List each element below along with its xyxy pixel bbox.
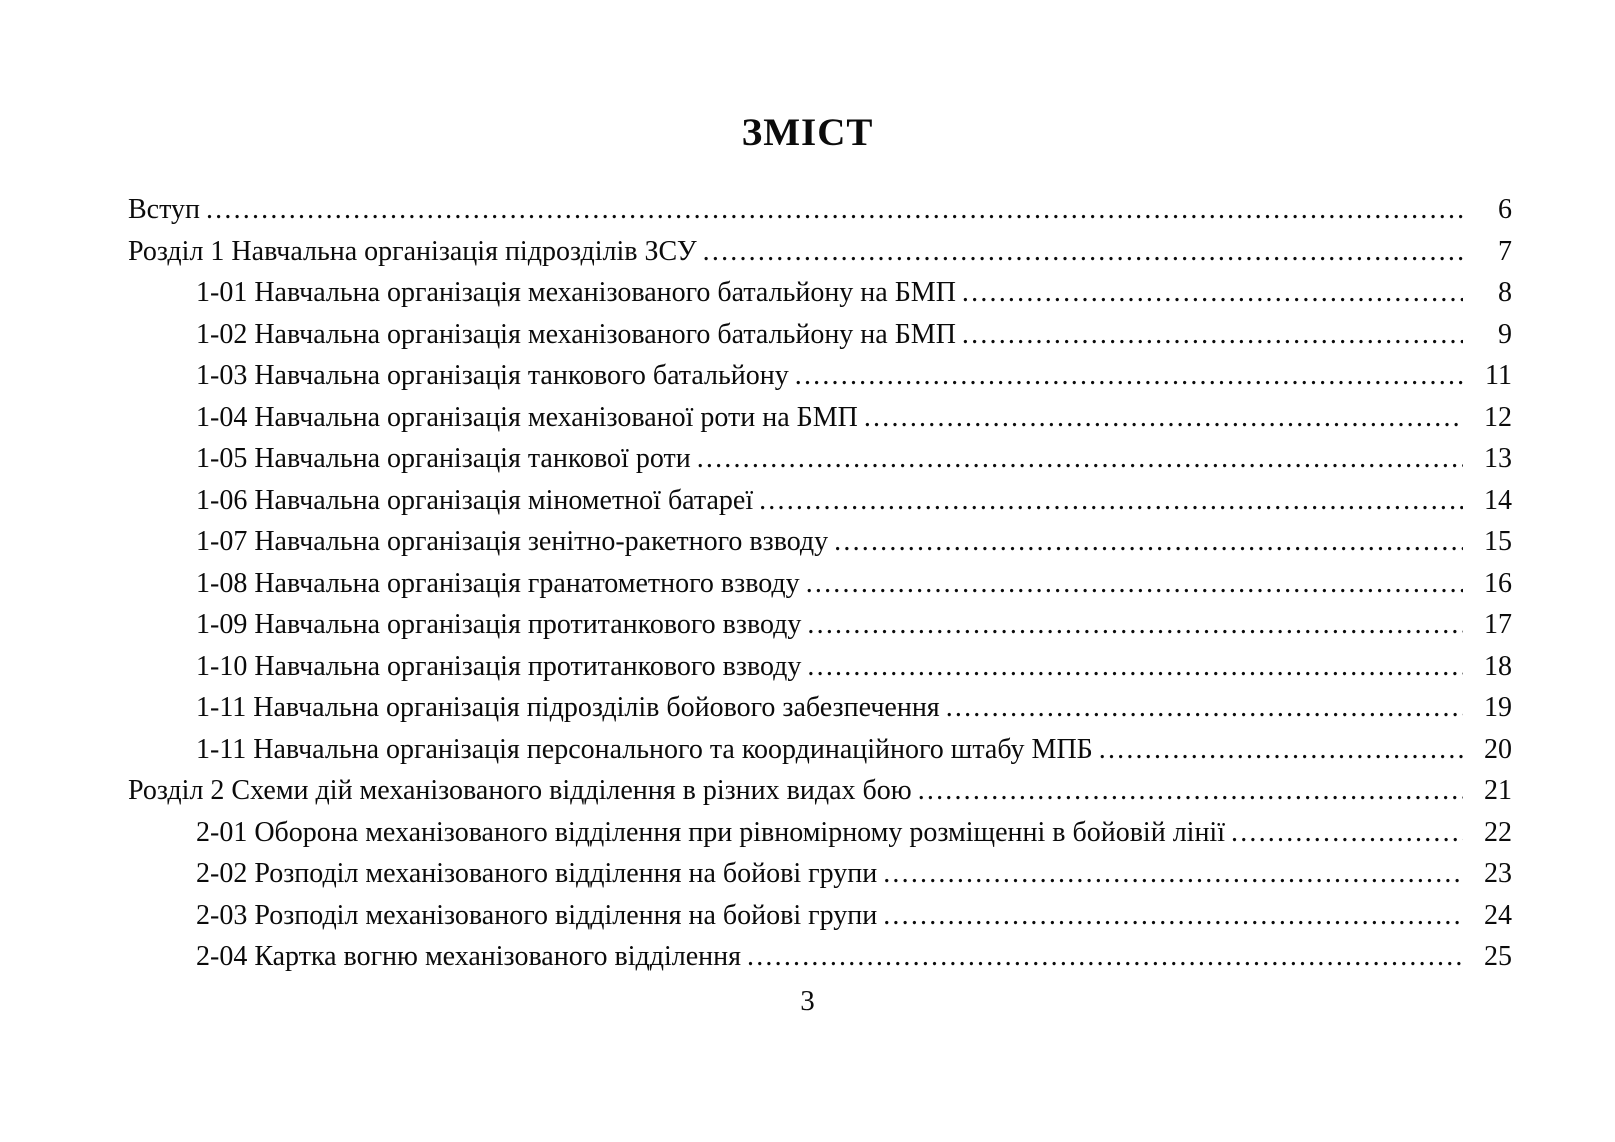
table-of-contents — [128, 189, 1512, 978]
toc-entry-label: 1-02 Навчальна організація механізованого батальйону на БМП — [196, 318, 956, 350]
toc-entry-label: Розділ 1 Навчальна організація підрозділів ЗСУ — [128, 235, 697, 267]
toc-leader-dots — [864, 397, 1463, 439]
toc-entry — [128, 729, 1512, 771]
toc-leader-dots — [883, 895, 1463, 937]
toc-entry — [128, 521, 1512, 563]
toc-entry — [128, 272, 1512, 314]
toc-entry — [128, 895, 1512, 937]
toc-entry-label: 1-01 Навчальна організація механізованого батальйону на БМП — [196, 277, 956, 308]
toc-leader-dots — [747, 936, 1463, 978]
toc-entry — [128, 231, 1512, 273]
toc-entry-label: 1-06 Навчальна організація мінометної батареї — [196, 484, 754, 516]
toc-leader-dots — [962, 314, 1463, 356]
page-number-footer: 3 — [800, 985, 815, 1017]
toc-entry — [128, 687, 1512, 729]
toc-entry-label: 2-04 Картка вогню механізованого відділення — [196, 941, 742, 972]
toc-entry-label: 1-11 Навчальна організація персонального та координаційного штабу МПБ — [196, 733, 1093, 765]
toc-leader-dots — [918, 770, 1463, 812]
toc-entry — [128, 936, 1512, 978]
toc-entry — [128, 355, 1512, 397]
toc-entry-page: 12 — [1484, 401, 1512, 433]
toc-entry-page: 7 — [1498, 235, 1512, 267]
toc-entry-label: 2-02 Розподіл механізованого відділення на бойові групи — [196, 858, 878, 889]
toc-leader-dots — [807, 646, 1463, 688]
toc-leader-dots — [697, 438, 1463, 480]
toc-leader-dots — [883, 853, 1463, 895]
page-title: ЗМІСТ — [741, 111, 874, 154]
toc-leader-dots — [834, 521, 1463, 563]
toc-entry-label: 1-10 Навчальна організація протитанкового взводу — [196, 650, 802, 682]
toc-entry-page: 14 — [1484, 484, 1512, 516]
toc-entry-page: 17 — [1484, 609, 1512, 640]
toc-entry-page: 8 — [1498, 277, 1512, 308]
toc-entry-label: 1-09 Навчальна організація протитанкового взводу — [196, 609, 802, 640]
toc-leader-dots — [946, 687, 1463, 729]
toc-entry-page: 6 — [1498, 194, 1512, 225]
toc-entry-page: 20 — [1484, 733, 1512, 765]
toc-entry — [128, 604, 1512, 646]
toc-entry-label: 1-03 Навчальна організація танкового батальйону — [196, 360, 789, 391]
toc-entry-page: 18 — [1484, 650, 1512, 682]
toc-leader-dots — [1231, 812, 1463, 854]
toc-entry-page: 24 — [1484, 899, 1512, 931]
toc-entry — [128, 438, 1512, 480]
toc-entry — [128, 853, 1512, 895]
toc-entry — [128, 646, 1512, 688]
toc-entry-page: 11 — [1485, 360, 1512, 391]
toc-entry — [128, 189, 1512, 231]
toc-entry — [128, 397, 1512, 439]
toc-entry-page: 15 — [1484, 526, 1512, 557]
toc-entry — [128, 480, 1512, 522]
toc-entry — [128, 812, 1512, 854]
toc-leader-dots — [206, 189, 1463, 231]
toc-entry-label: 1-11 Навчальна організація підрозділів бойового забезпечення — [196, 692, 940, 723]
toc-leader-dots — [807, 604, 1463, 646]
toc-leader-dots — [962, 272, 1463, 314]
toc-entry-page: 19 — [1484, 692, 1512, 723]
toc-entry-page: 22 — [1484, 816, 1512, 848]
toc-entry-page: 21 — [1484, 775, 1512, 806]
toc-entry-page: 16 — [1484, 567, 1512, 599]
toc-entry-page: 9 — [1498, 318, 1512, 350]
toc-entry-label: 1-07 Навчальна організація зенітно-ракетного взводу — [196, 526, 829, 557]
toc-entry-page: 23 — [1484, 858, 1512, 889]
toc-leader-dots — [795, 355, 1463, 397]
toc-entry-page: 13 — [1484, 443, 1512, 474]
toc-entry-label: Вступ — [128, 194, 200, 225]
toc-entry-label: Розділ 2 Схеми дій механізованого відділення в різних видах бою — [128, 775, 912, 806]
toc-entry — [128, 314, 1512, 356]
toc-entry-label: 1-08 Навчальна організація гранатометного взводу — [196, 567, 800, 599]
toc-leader-dots — [703, 231, 1463, 273]
toc-entry-label: 2-03 Розподіл механізованого відділення на бойові групи — [196, 899, 878, 931]
toc-leader-dots — [806, 563, 1463, 605]
toc-entry-label: 1-05 Навчальна організація танкової роти — [196, 443, 691, 474]
toc-entry-label: 2-01 Оборона механізованого відділення при рівномірному розміщенні в бойовій лінії — [196, 816, 1225, 848]
toc-leader-dots — [1099, 729, 1463, 771]
toc-entry — [128, 563, 1512, 605]
toc-leader-dots — [759, 480, 1463, 522]
toc-entry — [128, 770, 1512, 812]
toc-entry-page: 25 — [1484, 941, 1512, 972]
toc-entry-label: 1-04 Навчальна організація механізованої роти на БМП — [196, 401, 858, 433]
